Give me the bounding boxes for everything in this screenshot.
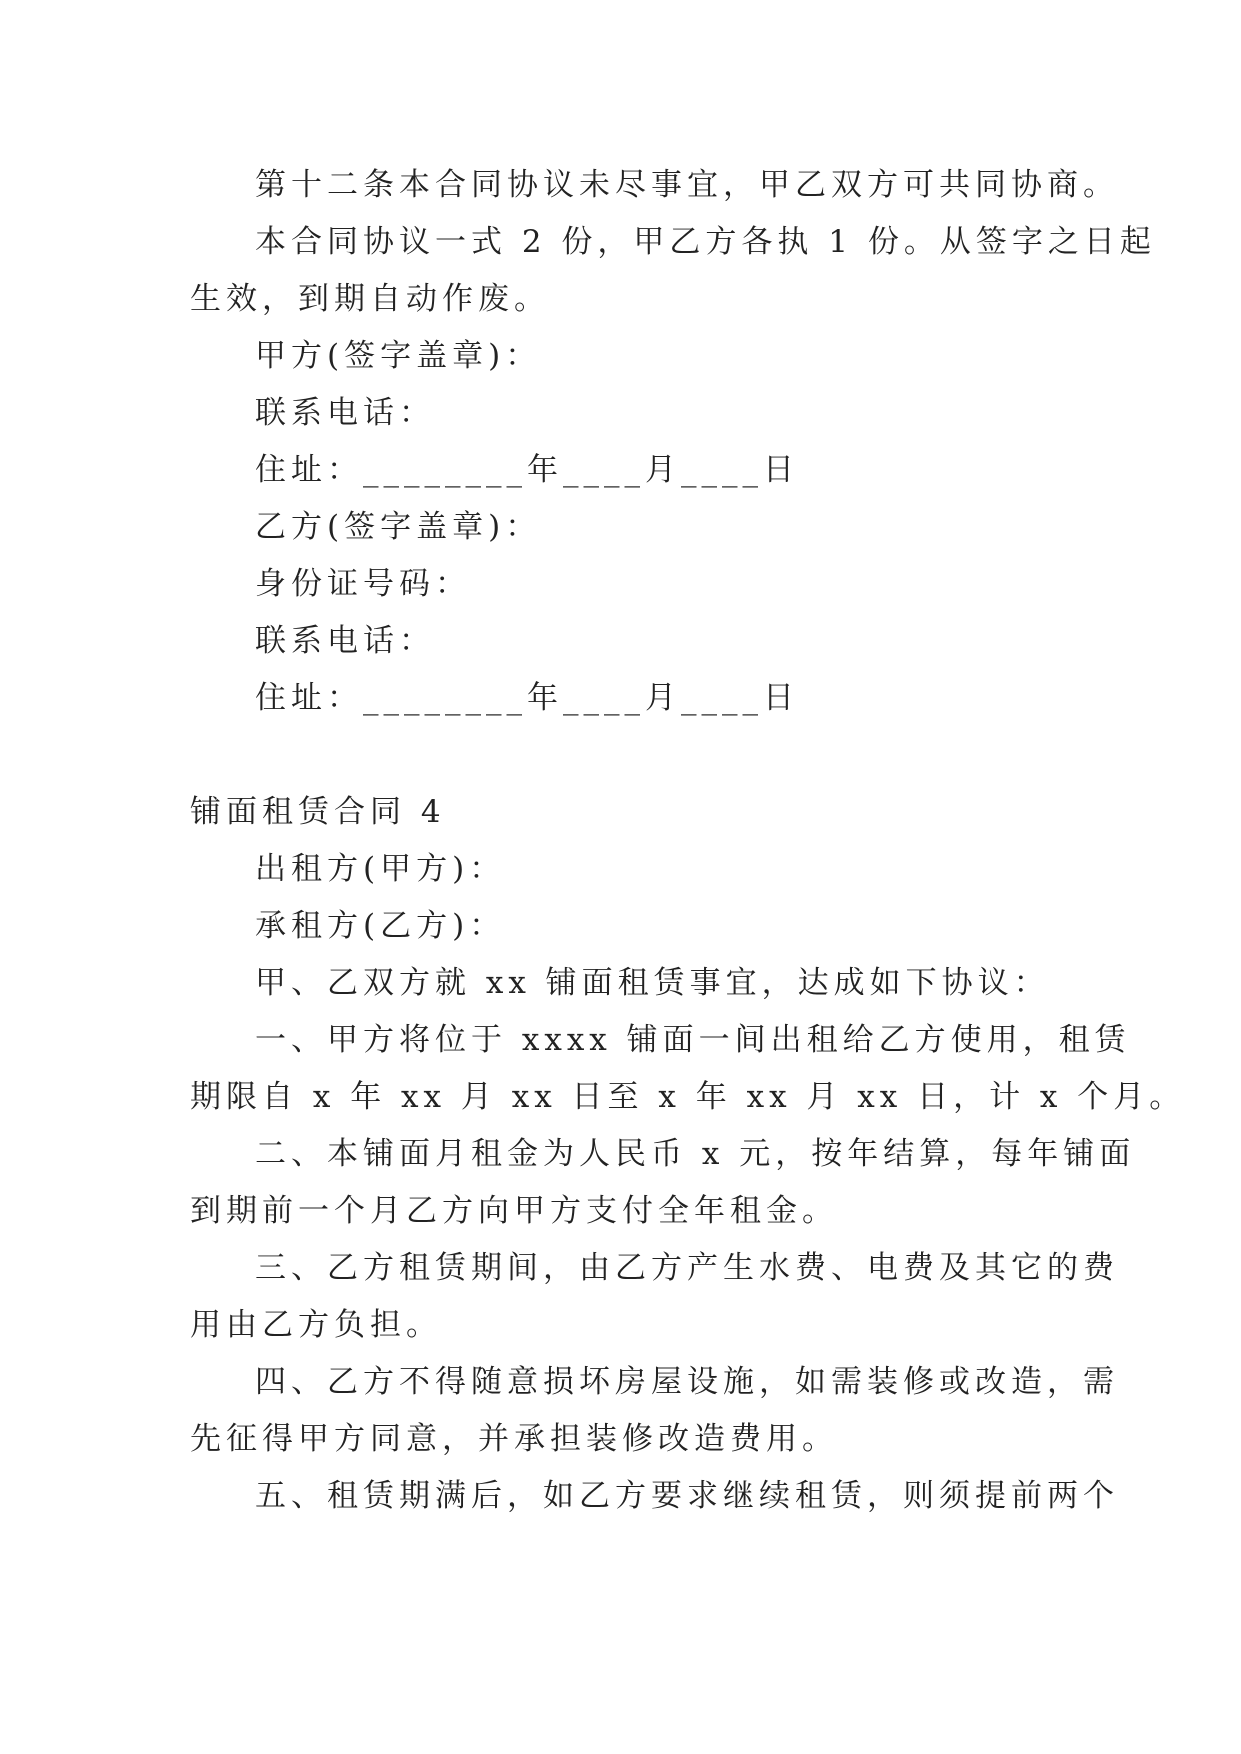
party-b-id-number: 身份证号码： [255, 566, 471, 602]
clause-12: 第十二条本合同协议未尽事宜，甲乙双方可共同协商。 [255, 167, 1119, 203]
agreement-intro: 甲、乙双方就 xx 铺面租赁事宜，达成如下协议： [255, 965, 1050, 1001]
copies-clause-line-1: 本合同协议一式 2 份，甲乙方各执 1 份。从签字之日起 [255, 224, 1156, 260]
copies-clause-line-2: 生效，到期自动作废。 [190, 281, 550, 317]
article-3-line-2: 用由乙方负担。 [190, 1307, 442, 1343]
party-a-phone: 联系电话： [255, 395, 435, 431]
contract-title: 铺面租赁合同 4 [190, 794, 446, 830]
article-1-line-2: 期限自 x 年 xx 月 xx 日至 x 年 xx 月 xx 日，计 x 个月。 [190, 1079, 1186, 1115]
article-4-line-1: 四、乙方不得随意损坏房屋设施，如需装修或改造，需 [255, 1364, 1119, 1400]
article-2-line-1: 二、本铺面月租金为人民币 x 元，按年结算，每年铺面 [255, 1136, 1136, 1172]
party-a-address-date: 住址：________年____月____日 [255, 452, 799, 488]
party-b-phone: 联系电话： [255, 623, 435, 659]
lessor: 出租方(甲方)： [255, 851, 506, 887]
article-4-line-2: 先征得甲方同意，并承担装修改造费用。 [190, 1421, 838, 1457]
article-3-line-1: 三、乙方租赁期间，由乙方产生水费、电费及其它的费 [255, 1250, 1119, 1286]
lessee: 承租方(乙方)： [255, 908, 506, 944]
article-1-line-1: 一、甲方将位于 xxxx 铺面一间出租给乙方使用，租赁 [255, 1022, 1131, 1058]
party-a-signature: 甲方(签字盖章)： [255, 338, 542, 374]
article-5-line-1: 五、租赁期满后，如乙方要求继续租赁，则须提前两个 [255, 1478, 1119, 1514]
party-b-signature: 乙方(签字盖章)： [255, 509, 542, 545]
party-b-address-date: 住址：________年____月____日 [255, 680, 799, 716]
article-2-line-2: 到期前一个月乙方向甲方支付全年租金。 [190, 1193, 838, 1229]
